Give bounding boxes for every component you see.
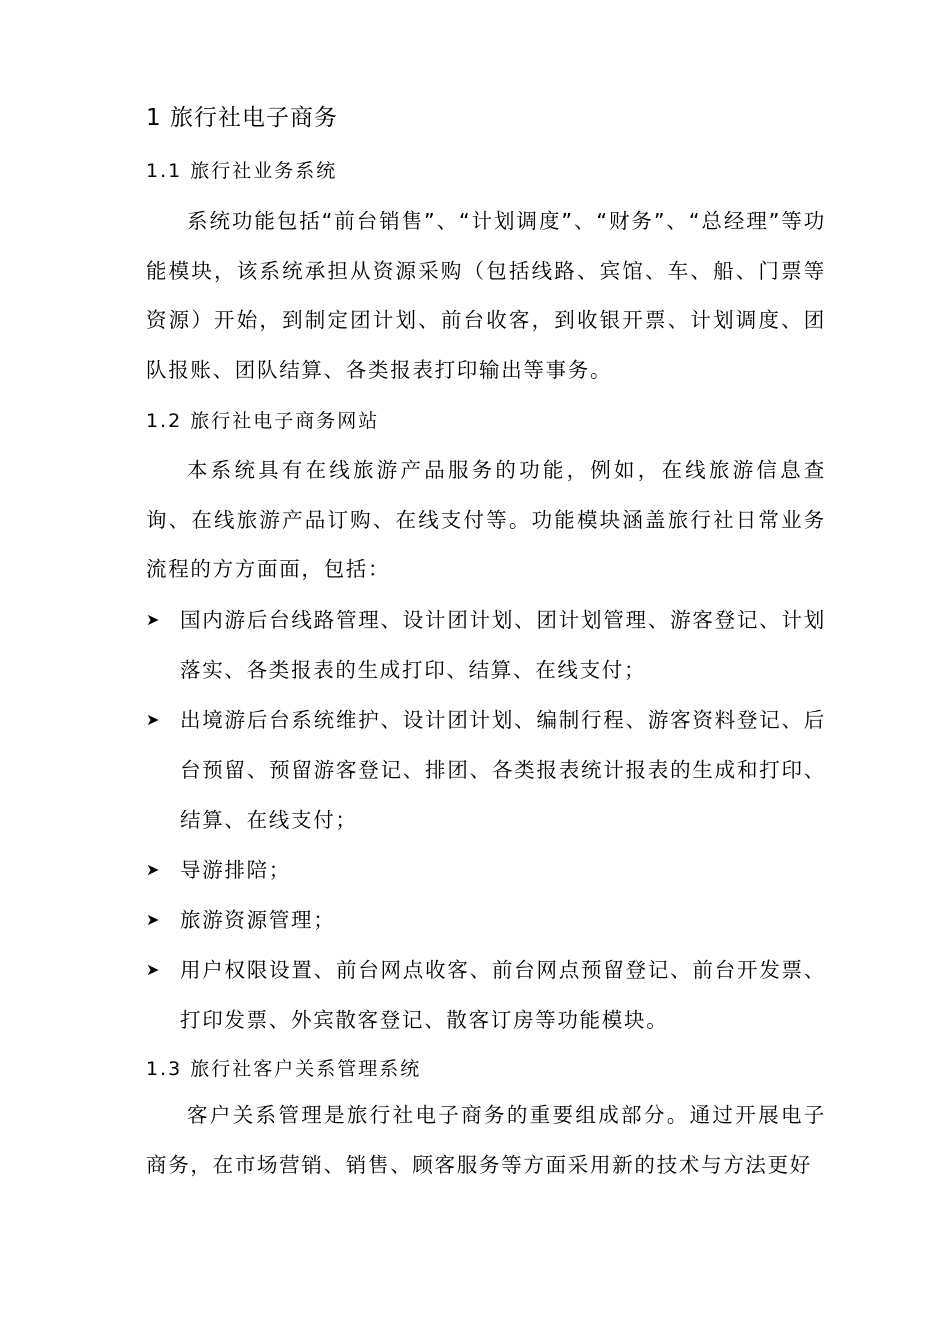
bullet-item-domestic-tour	[146, 595, 826, 695]
feature-bullet-list	[146, 595, 826, 1045]
bullet-item-user-permissions	[146, 945, 826, 1045]
section-1-1-paragraph: 系统功能包括“前台销售”、“计划调度”、“财务”、“总经理”等功能模块，该系统承担从资源采购（包括线路、宾馆、车、船、门票等资源）开始，到制定团计划、前台收客，到收银开票、计划调度、团队报账、团队结算、各类报表打印输出等事务。	[146, 209, 826, 382]
arrowhead-bullet-icon: ➤	[146, 610, 162, 629]
section-heading-1-1: 1.1 旅行社业务系统	[146, 160, 338, 182]
bullet-item-guide-scheduling	[146, 845, 826, 895]
bullet-text: 国内游后台线路管理、设计团计划、团计划管理、游客登记、计划落实、各类报表的生成打印、结算、在线支付；	[180, 608, 826, 682]
arrowhead-bullet-icon: ➤	[146, 860, 162, 879]
section-1-3-paragraph: 客户关系管理是旅行社电子商务的重要组成部分。通过开展电子商务，在市场营销、销售、顾客服务等方面采用新的技术与方法更好	[146, 1103, 826, 1177]
section-heading-1-3: 1.3 旅行社客户关系管理系统	[146, 1058, 422, 1080]
bullet-text: 出境游后台系统维护、设计团计划、编制行程、游客资料登记、后台预留、预留游客登记、排团、各类报表统计报表的生成和打印、结算、在线支付；	[180, 708, 826, 832]
section-heading-1-2: 1.2 旅行社电子商务网站	[146, 410, 380, 432]
chapter-title: 1 旅行社电子商务	[146, 105, 338, 131]
bullet-text: 导游排陪；	[180, 858, 291, 882]
section-1-2-paragraph: 本系统具有在线旅游产品服务的功能，例如，在线旅游信息查询、在线旅游产品订购、在线支付等。功能模块涵盖旅行社日常业务流程的方方面面，包括：	[146, 458, 826, 581]
bullet-item-resource-management	[146, 895, 826, 945]
arrowhead-bullet-icon: ➤	[146, 910, 162, 929]
arrowhead-bullet-icon: ➤	[146, 710, 162, 729]
bullet-text: 旅游资源管理；	[180, 908, 336, 932]
arrowhead-bullet-icon: ➤	[146, 960, 162, 979]
bullet-item-outbound-tour	[146, 695, 826, 845]
bullet-text: 用户权限设置、前台网点收客、前台网点预留登记、前台开发票、打印发票、外宾散客登记、散客订房等功能模块。	[180, 958, 826, 1032]
